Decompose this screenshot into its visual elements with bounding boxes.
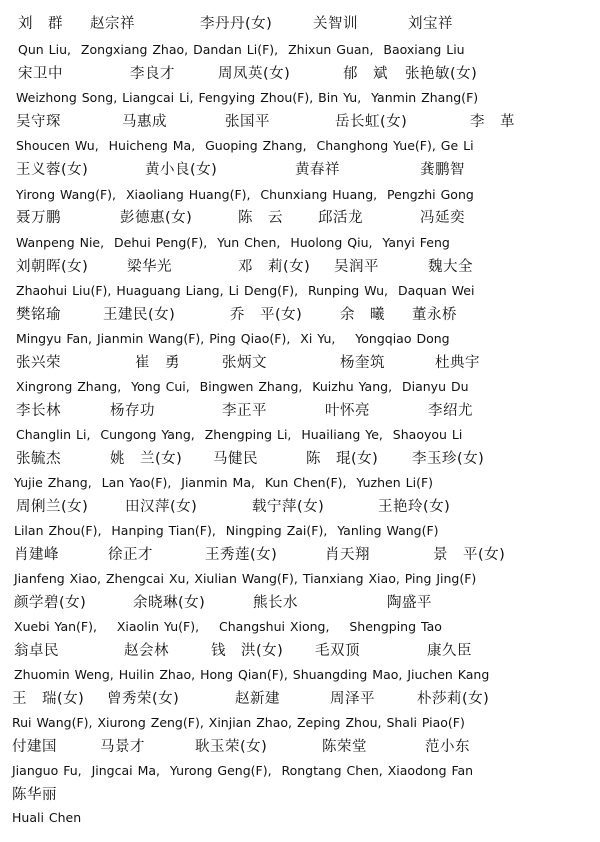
chinese-name: 彭德惠(女): [120, 210, 193, 226]
english-names-line: Qun Liu, Zongxiang Zhao, Dandan Li(F), Zhixun Guan, Baoxiang Liu: [18, 42, 465, 57]
chinese-name: 陈 云: [238, 210, 283, 226]
chinese-name: 姚 兰(女): [110, 451, 183, 467]
chinese-name: 李长林: [16, 403, 61, 419]
chinese-name: 杨奎筑: [340, 355, 385, 371]
chinese-name: 杨存功: [110, 403, 155, 419]
chinese-name: 赵宗祥: [90, 16, 135, 32]
chinese-name: 周凤英(女): [218, 66, 291, 82]
chinese-name: 徐正才: [108, 547, 153, 563]
english-names-row: [0, 86, 600, 110]
english-names-line: Mingyu Fan, Jianmin Wang(F), Ping Qiao(F), Xi Yu, Yongqiao Dong: [16, 331, 450, 346]
english-names-row: [0, 231, 600, 255]
chinese-name: 李玉珍(女): [412, 451, 485, 467]
chinese-name: 刘朝晖(女): [16, 259, 89, 275]
english-names-line: Changlin Li, Cungong Yang, Zhengping Li, Huailiang Ye, Shaoyou Li: [16, 427, 463, 442]
english-names-line: Zhaohui Liu(F), Huaguang Liang, Li Deng(F), Runping Wu, Daquan Wei: [16, 283, 475, 298]
chinese-names-row: [0, 399, 600, 423]
chinese-name: 聂万鹏: [16, 210, 61, 226]
english-names-row: [0, 375, 600, 399]
chinese-name: 范小东: [425, 739, 470, 755]
chinese-names-row: [0, 351, 600, 375]
chinese-name: 龚鹏智: [420, 162, 465, 178]
chinese-name: 载宁萍(女): [252, 499, 325, 515]
chinese-name: 熊长水: [253, 595, 298, 611]
chinese-name: 王 瑞(女): [12, 691, 85, 707]
english-names-row: [0, 327, 600, 351]
chinese-name: 樊铭瑜: [16, 307, 61, 323]
english-names-row: [0, 471, 600, 495]
chinese-name: 翁卓民: [14, 643, 59, 659]
chinese-name: 吴润平: [334, 259, 379, 275]
english-names-row: [0, 38, 600, 62]
english-names-line: Shoucen Wu, Huicheng Ma, Guoping Zhang, Changhong Yue(F), Ge Li: [16, 138, 474, 153]
english-names-line: Rui Wang(F), Xiurong Zeng(F), Xinjian Zhao, Zeping Zhou, Shali Piao(F): [12, 715, 465, 730]
chinese-name: 王义蓉(女): [16, 162, 89, 178]
chinese-name: 付建国: [12, 739, 57, 755]
english-names-line: Yujie Zhang, Lan Yao(F), Jianmin Ma, Kun Chen(F), Yuzhen Li(F): [14, 475, 434, 490]
chinese-name: 张艳敏(女): [405, 66, 478, 82]
chinese-name: 陈华丽: [12, 787, 57, 803]
chinese-name: 肖天翔: [325, 547, 370, 563]
english-names-row: [0, 423, 600, 447]
chinese-name: 颜学碧(女): [14, 595, 87, 611]
chinese-name: 梁华光: [127, 259, 172, 275]
english-names-row: [0, 615, 600, 639]
chinese-name: 张毓杰: [16, 451, 61, 467]
english-names-line: Xuebi Yan(F), Xiaolin Yu(F), Changshui Xiong, Shengping Tao: [14, 619, 442, 634]
english-names-row: [0, 279, 600, 303]
chinese-name: 耿玉荣(女): [195, 739, 268, 755]
chinese-name: 黄春祥: [295, 162, 340, 178]
chinese-name: 曾秀荣(女): [107, 691, 180, 707]
chinese-names-row: [0, 255, 600, 279]
chinese-name: 陈荣堂: [322, 739, 367, 755]
chinese-name: 周泽平: [330, 691, 375, 707]
chinese-name: 钱 洪(女): [211, 643, 284, 659]
chinese-name: 赵会林: [124, 643, 169, 659]
chinese-names-row: [0, 687, 600, 711]
english-names-row: [0, 519, 600, 543]
chinese-name: 关智训: [313, 16, 358, 32]
chinese-name: 康久臣: [427, 643, 472, 659]
english-names-row: [0, 663, 600, 687]
english-names-line: Jianfeng Xiao, Zhengcai Xu, Xiulian Wang(F), Tianxiang Xiao, Ping Jing(F): [14, 571, 477, 586]
chinese-name: 马健民: [213, 451, 258, 467]
chinese-names-row: [0, 62, 600, 86]
english-names-row: [0, 711, 600, 735]
chinese-name: 张兴荣: [16, 355, 61, 371]
english-names-row: [0, 183, 600, 207]
chinese-name: 余 曦: [340, 307, 385, 323]
chinese-name: 余晓琳(女): [133, 595, 206, 611]
chinese-name: 田汉萍(女): [125, 499, 198, 515]
chinese-name: 王秀莲(女): [205, 547, 278, 563]
chinese-name: 李正平: [222, 403, 267, 419]
chinese-names-row: [0, 303, 600, 327]
chinese-name: 张国平: [225, 114, 270, 130]
english-names-line: Huali Chen: [12, 810, 82, 825]
chinese-name: 魏大全: [428, 259, 473, 275]
chinese-names-row: [0, 639, 600, 663]
english-names-line: Jianguo Fu, Jingcai Ma, Yurong Geng(F), Rongtang Chen, Xiaodong Fan: [12, 763, 474, 778]
english-names-row: [0, 806, 600, 830]
chinese-name: 董永桥: [412, 307, 457, 323]
chinese-name: 刘 群: [18, 16, 63, 32]
english-names-line: Weizhong Song, Liangcai Li, Fengying Zhou(F), Bin Yu, Yanmin Zhang(F): [16, 90, 479, 105]
chinese-name: 乔 平(女): [230, 307, 303, 323]
chinese-name: 王艳玲(女): [378, 499, 451, 515]
chinese-name: 马惠成: [122, 114, 167, 130]
chinese-names-row: [0, 735, 600, 759]
chinese-name: 李丹丹(女): [200, 16, 273, 32]
chinese-names-row: [0, 495, 600, 519]
chinese-name: 叶怀亮: [325, 403, 370, 419]
chinese-names-row: [0, 158, 600, 182]
chinese-name: 岳长虹(女): [335, 114, 408, 130]
chinese-name: 李 革: [470, 114, 515, 130]
chinese-name: 李良才: [130, 66, 175, 82]
chinese-name: 冯延奕: [420, 210, 465, 226]
chinese-name: 刘宝祥: [408, 16, 453, 32]
chinese-names-row: [0, 543, 600, 567]
chinese-names-row: [0, 591, 600, 615]
chinese-names-row: [0, 783, 600, 807]
chinese-name: 陈 琨(女): [306, 451, 379, 467]
chinese-name: 马景才: [100, 739, 145, 755]
chinese-name: 肖建峰: [14, 547, 59, 563]
english-names-row: [0, 567, 600, 591]
chinese-name: 邱活龙: [318, 210, 363, 226]
english-names-line: Wanpeng Nie, Dehui Peng(F), Yun Chen, Huolong Qiu, Yanyi Feng: [16, 235, 450, 250]
chinese-name: 周俐兰(女): [16, 499, 89, 515]
chinese-name: 景 平(女): [433, 547, 506, 563]
chinese-names-row: [0, 447, 600, 471]
chinese-name: 宋卫中: [18, 66, 63, 82]
chinese-name: 陶盛平: [387, 595, 432, 611]
chinese-names-row: [0, 12, 600, 36]
chinese-name: 李绍尤: [428, 403, 473, 419]
chinese-name: 朴莎莉(女): [417, 691, 490, 707]
chinese-name: 毛双顶: [315, 643, 360, 659]
chinese-names-row: [0, 110, 600, 134]
chinese-name: 邓 莉(女): [238, 259, 311, 275]
chinese-name: 赵新建: [235, 691, 280, 707]
english-names-line: Lilan Zhou(F), Hanping Tian(F), Ningping Zai(F), Yanling Wang(F): [14, 523, 439, 538]
english-names-row: [0, 759, 600, 783]
chinese-name: 王建民(女): [103, 307, 176, 323]
english-names-line: Yirong Wang(F), Xiaoliang Huang(F), Chunxiang Huang, Pengzhi Gong: [16, 187, 474, 202]
english-names-row: [0, 134, 600, 158]
chinese-name: 崔 勇: [135, 355, 180, 371]
chinese-name: 吴守琛: [16, 114, 61, 130]
chinese-name: 郁 斌: [343, 66, 388, 82]
english-names-line: Zhuomin Weng, Huilin Zhao, Hong Qian(F), Shuangding Mao, Jiuchen Kang: [14, 667, 490, 682]
chinese-names-row: [0, 206, 600, 230]
chinese-name: 张炳文: [222, 355, 267, 371]
chinese-name: 黄小良(女): [145, 162, 218, 178]
chinese-name: 杜典宇: [435, 355, 480, 371]
english-names-line: Xingrong Zhang, Yong Cui, Bingwen Zhang, Kuizhu Yang, Dianyu Du: [16, 379, 469, 394]
